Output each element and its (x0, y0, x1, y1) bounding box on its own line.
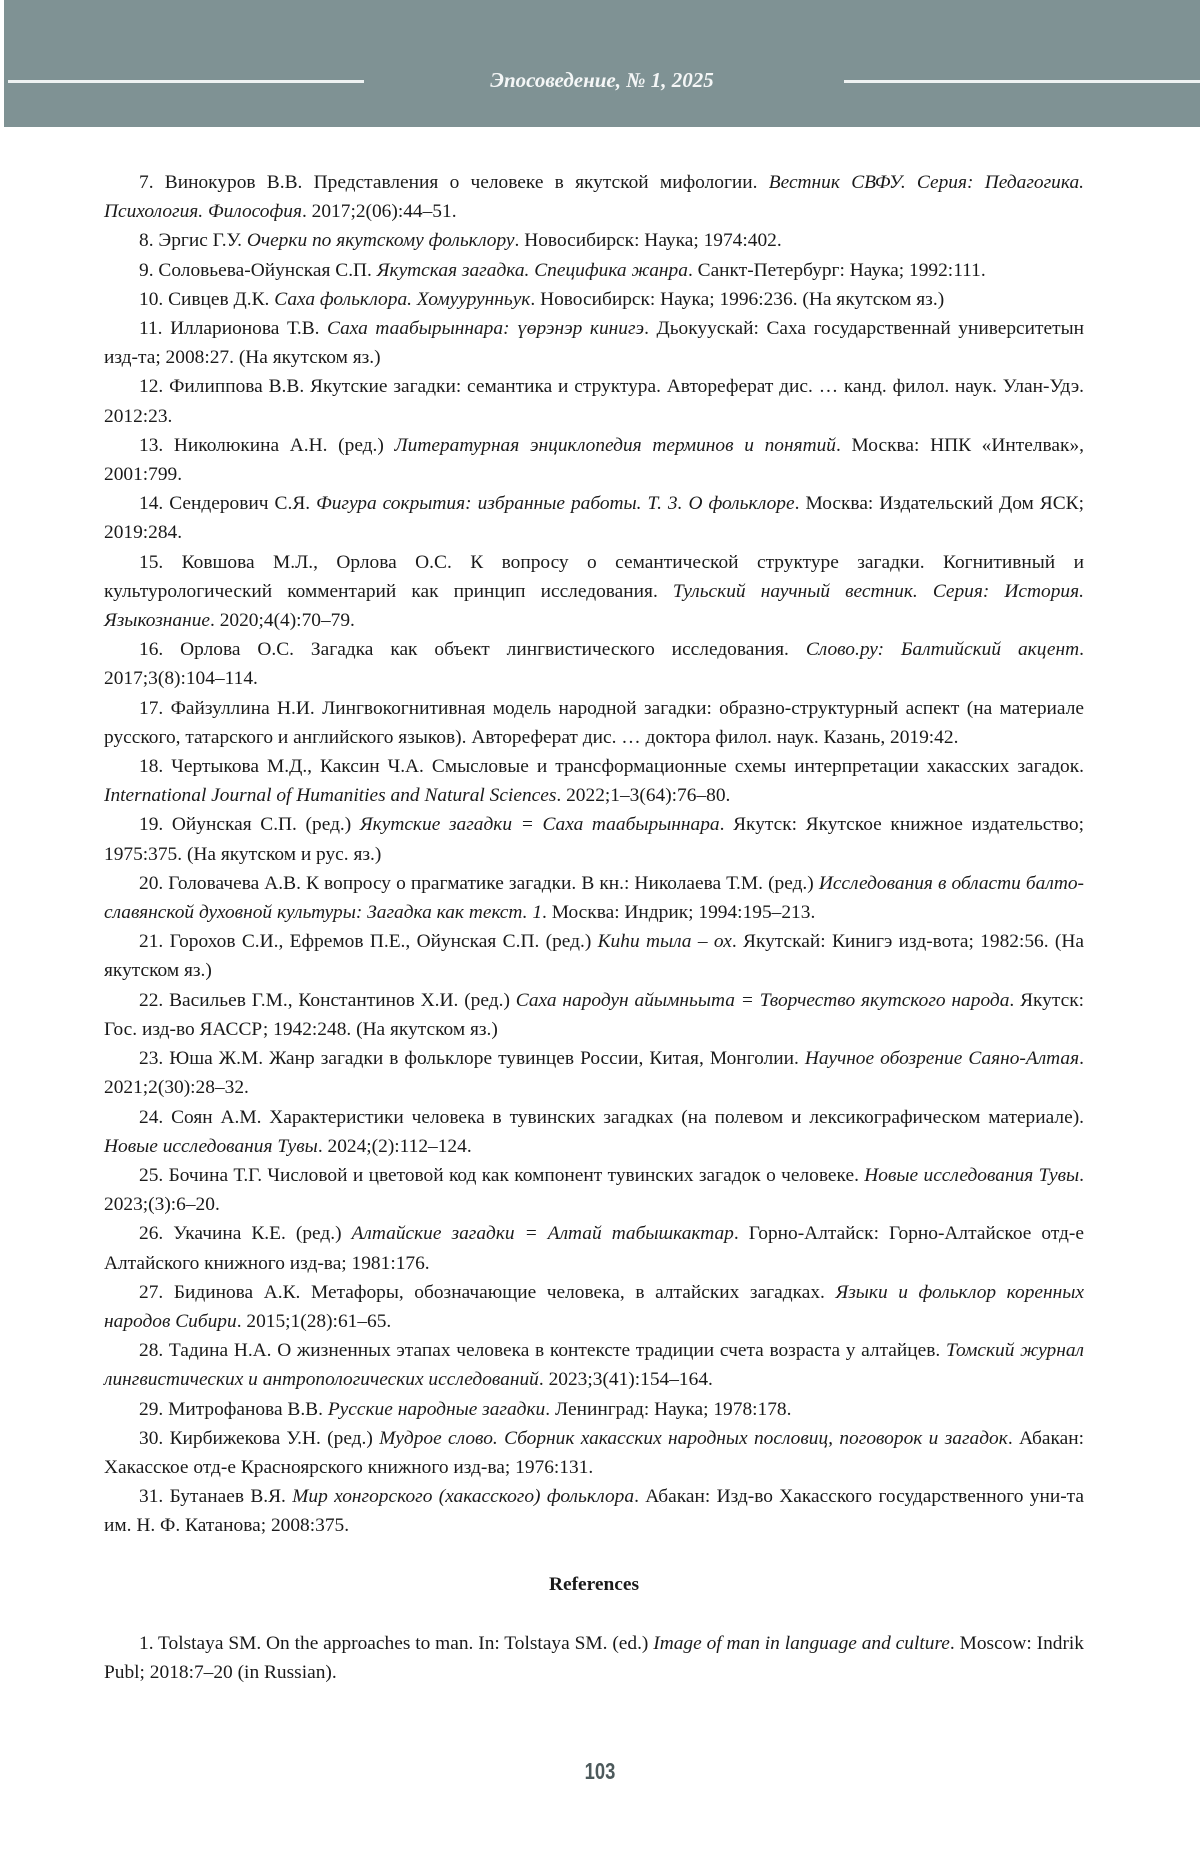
reference-text: . Новосибирск: Наука; 1996:236. (На якутском яз.) (530, 288, 945, 310)
reference-text: . 2022;1–3(64):76–80. (556, 785, 731, 807)
reference-entry (104, 168, 1084, 226)
reference-title-italic: Вестник СВФУ. Серия: Педагогика. Психология. Философия (104, 172, 1084, 223)
reference-text: . 2024;(2):112–124. (317, 1135, 472, 1157)
reference-entry (104, 752, 1084, 810)
reference-text: 15. Ковшова М.Л., Орлова О.С. К вопросу о семантической структуре загадки. Когнитивный и культурологический комментарий как принцип исследования. (104, 551, 1084, 602)
reference-title-italic: Фигура сокрытия: избранные работы. Т. 3. О фольклоре (316, 493, 795, 515)
reference-text: 17. Файзуллина Н.И. Лингвокогнитивная модель народной загадки: образно-структурный аспект (на материале русского, татарского и английского языков). Автореферат дис. … доктора филол. наук. Казань, 2019:42. (104, 697, 1084, 748)
references-heading: References (548, 1573, 640, 1595)
reference-entry (104, 1629, 1084, 1687)
reference-entry (104, 1395, 1084, 1424)
reference-title-italic: Научное обозрение Саяно-Алтая (804, 1048, 1080, 1070)
reference-text: 30. Кирбижекова У.Н. (ред.) (139, 1427, 380, 1449)
reference-title-italic: Исследования в области балто-славянской духовной культуры: Загадка как текст. 1 (104, 872, 1084, 924)
reference-text: . Якутскай: Кинигэ изд-вота; 1982:56. (На якутском яз.) (104, 931, 1085, 982)
reference-text: 14. Сендерович С.Я. (139, 493, 317, 515)
reference-text: . Горно-Алтайск: Горно-Алтайское отд-е Алтайского книжного изд-ва; 1981:176. (104, 1223, 1084, 1274)
reference-text: . Москва: Индрик; 1994:195–213. (542, 902, 816, 924)
reference-text: . Новосибирск: Наука; 1974:402. (514, 230, 782, 252)
reference-title-italic: Якутские загадки = Саха таабырыннара (359, 814, 720, 836)
reference-title-italic: Мир хонгорского (хакасского) фольклора (292, 1486, 635, 1508)
reference-text: 23. Юша Ж.М. Жанр загадки в фольклоре тувинцев России, Китая, Монголии. (139, 1048, 805, 1070)
reference-entry (104, 372, 1084, 430)
reference-text: . Санкт-Петербург: Наука; 1992:111. (687, 259, 986, 281)
reference-text: 29. Митрофанова В.В. (139, 1398, 328, 1420)
reference-entry (104, 1161, 1084, 1219)
reference-text: . Якутск: Гос. изд-во ЯАССР; 1942:248. (На якутском яз.) (104, 989, 1085, 1040)
reference-entry (104, 226, 1084, 255)
reference-title-italic: Image of man in language and culture (653, 1632, 950, 1654)
reference-entry (104, 1219, 1084, 1277)
header-rule-right (844, 80, 1200, 83)
reference-text: 16. Орлова О.С. Загадка как объект лингвистического исследования. (139, 639, 806, 661)
reference-text: 12. Филиппова В.В. Якутские загадки: семантика и структура. Автореферат дис. … канд. филол. наук. Улан-Удэ. 2012:23. (104, 376, 1084, 427)
reference-entry (104, 314, 1084, 372)
reference-text: . Дьокуускай: Саха государственнай университетын изд-та; 2008:27. (На якутском яз.) (104, 318, 1084, 369)
reference-text: 1. Tolstaya SM. On the approaches to man. In: Tolstaya SM. (ed.) (139, 1632, 654, 1654)
reference-text: . Ленинград: Наука; 1978:178. (545, 1398, 792, 1420)
journal-title: Эпосоведение, № 1, 2025 (490, 68, 714, 92)
reference-text: . 2023;(3):6–20. (104, 1164, 1084, 1216)
reference-entry (104, 431, 1084, 489)
reference-text: . 2015;1(28):61–65. (236, 1310, 392, 1332)
journal-header-band (4, 0, 1200, 127)
reference-title-italic: Киhи тыла – ох (597, 931, 732, 953)
reference-text: 21. Горохов С.И., Ефремов П.Е., Ойунская С.П. (ред.) (139, 931, 598, 953)
reference-entry (104, 986, 1084, 1044)
reference-title-italic: Языки и фольклор коренных народов Сибири (104, 1281, 1084, 1332)
reference-entry (104, 810, 1084, 868)
reference-entry (104, 256, 1084, 285)
reference-text: 7. Винокуров В.В. Представления о человеке в якутской мифологии. (139, 172, 769, 193)
reference-entry (104, 635, 1084, 693)
reference-text: 27. Бидинова А.К. Метафоры, обозначающие человека, в алтайских загадках. (139, 1281, 836, 1303)
reference-text: 19. Ойунская С.П. (ред.) (139, 814, 360, 836)
references-russian (104, 168, 1084, 1541)
reference-title-italic: International Journal of Humanities and Natural Sciences (104, 785, 557, 807)
reference-title-italic: Мудрое слово. Сборник хакасских народных пословиц, поговорок и загадок (379, 1427, 1008, 1449)
reference-title-italic: Слово.ру: Балтийский акцент (805, 639, 1080, 661)
reference-text: . 2023;3(41):154–164. (538, 1369, 713, 1391)
reference-text: 10. Сивцев Д.К. (139, 288, 275, 310)
reference-text: . Москва: Издательский Дом ЯСК; 2019:284. (104, 493, 1084, 544)
reference-text: 25. Бочина Т.Г. Числовой и цветовой код как компонент тувинских загадок о человеке. (139, 1164, 865, 1186)
reference-text: 28. Тадина Н.А. О жизненных этапах человека в контексте традиции счета возраста у алтайцев. (139, 1340, 946, 1362)
reference-entry (104, 927, 1084, 985)
reference-title-italic: Очерки по якутскому фольклору (246, 230, 515, 252)
references-english (104, 1629, 1084, 1687)
reference-text: . Абакан: Хакасское отд-е Красноярского книжного изд-ва; 1976:131. (104, 1427, 1085, 1478)
reference-entry (104, 1336, 1084, 1394)
reference-title-italic: Русские народные загадки (327, 1398, 546, 1420)
reference-text: 8. Эргис Г.У. (139, 230, 247, 252)
reference-entry (104, 869, 1084, 927)
reference-title-italic: Саха таабырыннара: үөрэнэр кинигэ (327, 318, 645, 340)
reference-entry (104, 1424, 1084, 1482)
reference-text: 22. Васильев Г.М., Константинов Х.И. (ред.) (139, 989, 516, 1011)
reference-title-italic: Новые исследования Тувы (864, 1164, 1080, 1186)
reference-text: . 2017;3(8):104–114. (104, 639, 1084, 690)
reference-text: . Москва: НПК «Интелвак», 2001:799. (104, 434, 1084, 486)
reference-text: . Якутск: Якутское книжное издательство; 1975:375. (На якутском и рус. яз.) (104, 814, 1084, 865)
reference-title-italic: Саха народун айымньыта = Творчество якутского народа (515, 989, 1010, 1011)
reference-entry (104, 1278, 1084, 1336)
reference-text: 20. Головачева А.В. К вопросу о прагматике загадки. В кн.: Николаева Т.М. (ред.) (139, 872, 819, 894)
reference-text: . Moscow: Indrik Publ; 2018:7–20 (in Russian). (104, 1632, 1085, 1683)
reference-text: . 2020;4(4):70–79. (210, 610, 355, 632)
reference-text: 26. Укачина К.Е. (ред.) (139, 1223, 352, 1245)
reference-title-italic: Алтайские загадки = Алтай табышкактар (351, 1223, 734, 1245)
reference-title-italic: Саха фольклора. Хомуурунньук (274, 288, 531, 310)
reference-title-italic: Якутская загадка. Специфика жанра (376, 259, 688, 281)
reference-entry (104, 1044, 1084, 1102)
reference-entry (104, 285, 1084, 314)
reference-entry (104, 548, 1084, 636)
reference-title-italic: Томский журнал лингвистических и антропологических исследований (104, 1340, 1084, 1391)
reference-title-italic: Тульский научный вестник. Серия: История. Языкознание (104, 580, 1084, 632)
reference-text: 31. Бутанаев В.Я. (139, 1486, 293, 1508)
reference-entry (104, 489, 1084, 547)
reference-title-italic: Литературная энциклопедия терминов и понятий (394, 434, 836, 456)
reference-text: 24. Соян А.М. Характеристики человека в тувинских загадках (на полевом и лексикографическом материале). (139, 1106, 1084, 1128)
reference-list-body (104, 168, 1084, 1687)
reference-entry (104, 694, 1084, 752)
reference-text: . Абакан: Изд-во Хакасского государственного уни-та им. Н. Ф. Катанова; 2008:375. (104, 1486, 1084, 1537)
reference-text: . 2021;2(30):28–32. (104, 1048, 1084, 1099)
reference-text: 11. Илларионова Т.В. (139, 318, 328, 340)
reference-entry (104, 1482, 1084, 1540)
reference-title-italic: Новые исследования Тувы (104, 1135, 318, 1157)
page-number: 103 (584, 1758, 616, 1784)
reference-text: . 2017;2(06):44–51. (301, 201, 457, 223)
reference-text: 18. Чертыкова М.Д., Каксин Ч.А. Смысловые и трансформационные схемы интерпретации хакасских загадок. (139, 756, 1084, 778)
reference-entry (104, 1103, 1084, 1161)
reference-text: 13. Николюкина А.Н. (ред.) (139, 434, 395, 456)
reference-text: 9. Соловьева-Ойунская С.П. (139, 259, 377, 281)
